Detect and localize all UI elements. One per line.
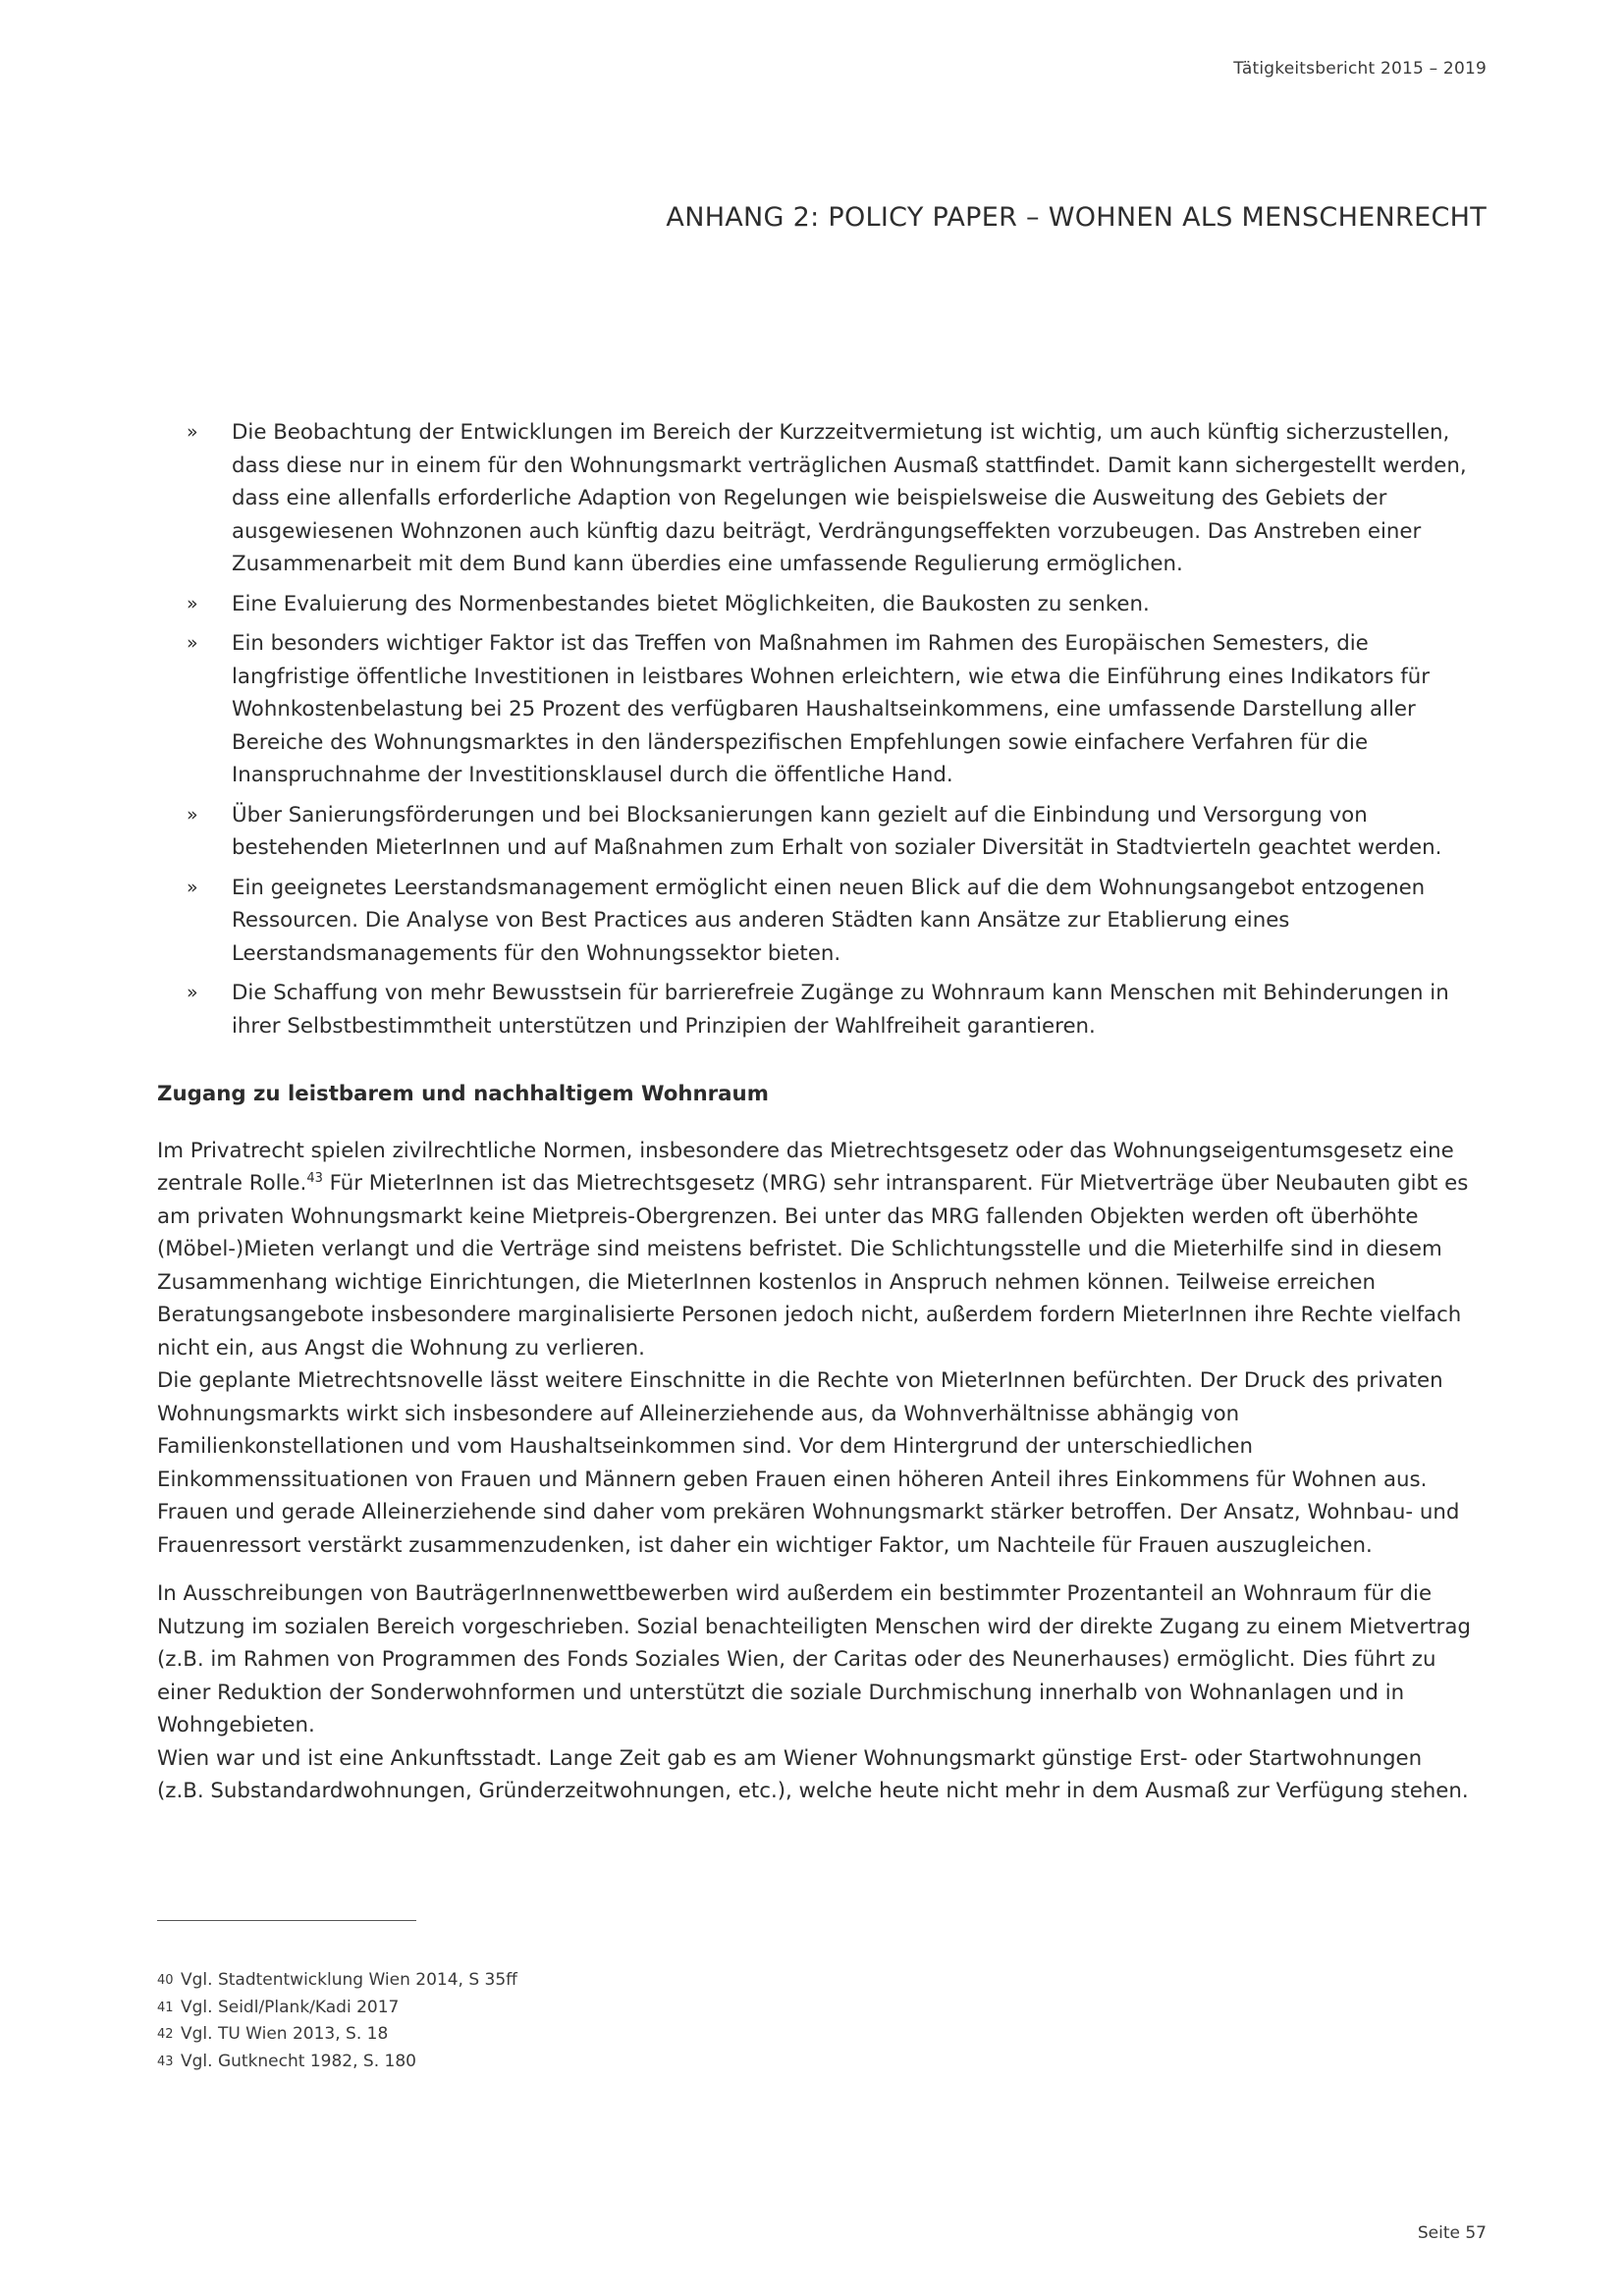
list-item-text: Die Beobachtung der Entwicklungen im Bereich der Kurzzeitvermietung ist wichtig, um auch künftig sicherzustellen, dass diese nur in einem für den Wohnungsmarkt verträglichen Ausmaß stattfindet. Damit kann sichergestellt werden, dass eine allenfalls erforderliche Adaption von Regelungen wie beispielsweise die Ausweitung des Gebiets der ausgewiesenen Wohnzonen auch künftig dazu beiträgt, Verdrängungseffekten vorzubeugen. Das Anstreben einer Zusammenarbeit mit dem Bund kann überdies eine umfassende Regulierung ermöglichen. [232, 420, 1467, 576]
footnote-text: Vgl. Stadtentwicklung Wien 2014, S 35ff [181, 1970, 517, 1990]
footnote-text: Vgl. Seidl/Plank/Kadi 2017 [181, 1997, 400, 2017]
paragraph-text: In Ausschreibungen von BauträgerInnenwettbewerben wird außerdem ein bestimmter Prozentanteil an Wohnraum für die Nutzung im sozialen Bereich vorgeschrieben. Sozial benachteiligten Menschen wird der direkte Zugang zu einem Mietvertrag (z.B. im Rahmen von Programmen des Fonds Soziales Wien, der Caritas oder des Neunerhauses) ermöglicht. Dies führt zu einer Reduktion der Sonderwohnformen und unterstützt die soziale Durchmischung innerhalb von Wohnanlagen und in Wohngebieten. [157, 1581, 1471, 1737]
bullet-marker: » [187, 876, 198, 898]
bullet-marker: » [187, 803, 198, 826]
bullet-marker: » [187, 982, 198, 1003]
footnotes [157, 1967, 517, 2075]
footnote-number: 40 [157, 1973, 174, 1988]
page-number: Seite 57 [1417, 2223, 1487, 2243]
list-item [157, 588, 1473, 621]
list-item [157, 872, 1473, 971]
paragraph-private-law [157, 1135, 1473, 1563]
footnote [157, 2021, 517, 2049]
main-content [157, 416, 1473, 1824]
list-item-text: Über Sanierungsförderungen und bei Blocksanierungen kann gezielt auf die Einbindung und Versorgung von bestehenden MieterInnen und auf Maßnahmen zum Erhalt von sozialer Diversität in Stadtvierteln geachtet werden. [232, 802, 1442, 860]
footnote-reference: 43 [306, 1171, 323, 1186]
paragraph-tenders [157, 1577, 1473, 1808]
section-title: ANHANG 2: POLICY PAPER – WOHNEN ALS MENSCHENRECHT [666, 202, 1487, 233]
footnote-number: 41 [157, 2000, 174, 2015]
paragraph-text: Für MieterInnen ist das Mietrechtsgesetz (MRG) sehr intransparent. Für Mietverträge über Neubauten gibt es am privaten Wohnungsmarkt keine Mietpreis-Obergrenzen. Bei unter das MRG fallenden Objekten werden oft überhöhte (Möbel-)Mieten verlangt und die Verträge sind meistens befristet. Die Schlichtungsstelle und die Mieterhilfe sind in diesem Zusammenhang wichtige Einrichtungen, die MieterInnen kostenlos in Anspruch nehmen können. Teilweise erreichen Beratungsangebote insbesondere marginalisierte Personen jedoch nicht, außerdem fordern MieterInnen ihre Rechte vielfach nicht ein, aus Angst die Wohnung zu verlieren. [157, 1171, 1469, 1361]
recommendation-list [157, 416, 1473, 1042]
paragraph-text: Im Privatrecht spielen zivilrechtliche Normen, insbesondere das Mietrechtsgesetz oder das Wohnungseigentumsgesetz eine zentrale Rolle. [157, 1138, 1454, 1196]
footnote [157, 2049, 517, 2076]
footnote-text: Vgl. Gutknecht 1982, S. 180 [181, 2051, 416, 2071]
footnote-number: 42 [157, 2027, 174, 2042]
list-item [157, 799, 1473, 865]
bullet-marker: » [187, 632, 198, 654]
list-item-text: Die Schaffung von mehr Bewusstsein für barrierefreie Zugänge zu Wohnraum kann Menschen mit Behinderungen in ihrer Selbstbestimmtheit unterstützen und Prinzipien der Wahlfreiheit garantieren. [232, 981, 1449, 1039]
list-item-text: Ein besonders wichtiger Faktor ist das Treffen von Maßnahmen im Rahmen des Europäischen Semesters, die langfristige öffentliche Investitionen in leistbares Wohnen erleichtern, wie etwa die Einführung eines Indikators für Wohnkostenbelastung bei 25 Prozent des verfügbaren Haushaltseinkommens, eine umfassende Darstellung aller Bereiche des Wohnungsmarktes in den länderspezifischen Empfehlungen sowie einfachere Verfahren für die Inanspruchnahme der Investitionsklausel durch die öffentliche Hand. [232, 631, 1431, 787]
list-item [157, 627, 1473, 792]
bullet-marker: » [187, 592, 198, 614]
footnote [157, 1995, 517, 2022]
list-item [157, 416, 1473, 581]
list-item-text: Eine Evaluierung des Normenbestandes bietet Möglichkeiten, die Baukosten zu senken. [232, 591, 1150, 616]
footnote [157, 1967, 517, 1995]
footnote-number: 43 [157, 2054, 174, 2069]
paragraph-text: Die geplante Mietrechtsnovelle lässt weitere Einschnitte in die Rechte von MieterInnen befürchten. Der Druck des privaten Wohnungsmarkts wirkt sich insbesondere auf Alleinerziehende aus, da Wohnverhältnisse abhängig von Familienkonstellationen und vom Haushaltseinkommen sind. Vor dem Hintergrund der unterschiedlichen Einkommenssituationen von Frauen und Männern geben Frauen einen höheren Anteil ihres Einkommens für Wohnen aus. Frauen und gerade Alleinerziehende sind daher vom prekären Wohnungsmarkt stärker betroffen. Der Ansatz, Wohnbau- und Frauenressort verstärkt zusammenzudenken, ist daher ein wichtiger Faktor, um Nachteile für Frauen auszugleichen. [157, 1368, 1460, 1558]
running-head: Tätigkeitsbericht 2015 – 2019 [1233, 59, 1487, 79]
bullet-marker: » [187, 421, 198, 443]
footnote-text: Vgl. TU Wien 2013, S. 18 [181, 2024, 389, 2044]
list-item-text: Ein geeignetes Leerstandsmanagement ermöglicht einen neuen Blick auf die dem Wohnungsangebot entzogenen Ressourcen. Die Analyse von Best Practices aus anderen Städten kann Ansätze zur Etablierung eines Leerstandsmanagements für den Wohnungssektor bieten. [232, 875, 1426, 966]
footnote-separator [157, 1920, 416, 1921]
section-heading: Zugang zu leistbarem und nachhaltigem Wohnraum [157, 1082, 769, 1106]
list-item [157, 977, 1473, 1042]
paragraph-text: Wien war und ist eine Ankunftsstadt. Lange Zeit gab es am Wiener Wohnungsmarkt günstige Erst- oder Startwohnungen (z.B. Substandardwohnungen, Gründerzeitwohnungen, etc.), welche heute nicht mehr in dem Ausmaß zur Verfügung stehen. [157, 1745, 1469, 1803]
